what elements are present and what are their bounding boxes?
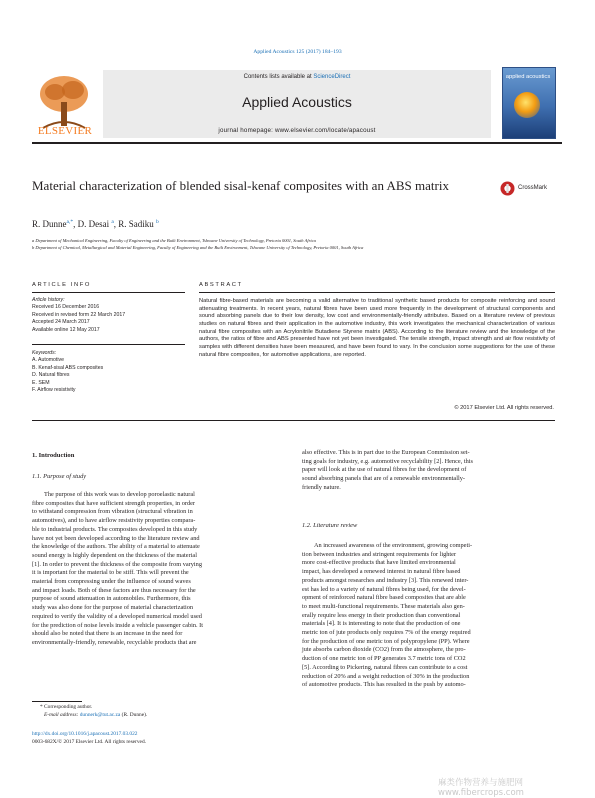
text-line: purpose of sound attenuation in automobiles. Furthermore, this — [32, 595, 191, 603]
crossmark-icon[interactable] — [500, 181, 515, 196]
journal-homepage[interactable]: journal homepage: www.elsevier.com/locate/apacoust — [218, 127, 376, 134]
abstract-copyright: © 2017 Elsevier Ltd. All rights reserved. — [454, 405, 554, 411]
abstract-heading: ABSTRACT — [199, 282, 243, 288]
text-line: tion between industries and stringent requirements for lighter — [302, 550, 457, 558]
email-label: E-mail address: — [44, 712, 80, 718]
text-line: automotives), and to have airflow resistivity properties compara- — [32, 517, 196, 525]
author-name[interactable]: D. Desai — [77, 219, 110, 229]
author-affiliation-mark[interactable]: a — [111, 219, 114, 225]
text-line: of automotive products. This has resulted in the push by automo- — [302, 681, 466, 689]
author-affiliation-mark[interactable]: a,* — [66, 219, 74, 225]
text-line: fibre composites that have sufficient strength properties, in order — [32, 499, 196, 507]
site-watermark: 麻类作物营养与施肥网 www.fibercrops.com — [438, 778, 524, 798]
elsevier-wordmark: ELSEVIER — [37, 125, 93, 137]
subsection-heading-purpose: 1.1. Purpose of study — [32, 473, 87, 480]
history-accepted: Accepted 24 March 2017 — [32, 319, 90, 326]
text-line: opment of reinforced natural fibre based composites that are able — [302, 594, 466, 602]
section-heading-introduction: 1. Introduction — [32, 452, 75, 459]
email-link[interactable]: dunnerk@tut.ac.za — [79, 712, 121, 718]
text-line: reduction of 20% and a weight reduction of 30% in the production — [302, 672, 470, 680]
text-line: An increased awareness of the environment, growing competi- — [314, 542, 473, 549]
sciencedirect-link[interactable]: ScienceDirect — [313, 74, 351, 80]
history-received: Received 16 December 2016 — [32, 304, 100, 311]
text-line: and impact loads. Both of these factors are thus necessary for the — [32, 586, 196, 594]
article-history — [32, 297, 125, 334]
email-note — [44, 712, 147, 719]
history-label: Article history: — [32, 297, 65, 303]
contents-line — [103, 74, 491, 80]
text-line: ting goals for industry, e.g. automotive recyclability [2]. Hence, this — [302, 457, 473, 465]
text-line: duction of one metric ton of PP generates 3.7 metric tons of CO2 — [302, 655, 466, 663]
abstract-rule — [199, 292, 555, 293]
intro-paragraph — [32, 491, 284, 648]
elsevier-tree-logo — [33, 72, 95, 132]
article-info-rule — [32, 292, 185, 293]
text-line: it is important for the material to be stiff. This will prevent the — [32, 569, 189, 577]
text-line: ble to industrial products. The composites developed in this study — [32, 525, 198, 533]
crossmark-label[interactable]: CrossMark — [518, 185, 548, 191]
cover-graphic — [514, 92, 540, 118]
affiliation-b: b Department of Chemical, Metallurgical and Material Engineering, Faculty of Engineering and the Built Environment, Tshwane University of Technology, Pretoria 0001, South Africa — [32, 245, 364, 250]
literature-paragraph — [302, 542, 554, 690]
keyword: B. Kenaf-sisal ABS composites — [32, 364, 104, 371]
text-line: to withstand compression from vibration (structural vibration in — [32, 508, 193, 516]
author-name[interactable]: R. Dunne — [32, 219, 67, 229]
abstract-bottom-rule — [32, 420, 555, 421]
header-rule — [32, 142, 562, 144]
text-line: [1]. In order to prevent the thickness of the composite from varying — [32, 560, 202, 568]
text-line: friendly nature. — [302, 483, 341, 491]
issn-line: 0003-682X/© 2017 Elsevier Ltd. All rights reserved. — [32, 739, 146, 745]
article-info-heading: ARTICLE INFO — [32, 282, 92, 288]
text-line: paper will look at the use of natural fibres for the development of — [302, 466, 467, 474]
contents-prefix: Contents lists available at — [243, 74, 314, 80]
text-line: sound energy is highly dependent on the thickness of the material — [32, 551, 197, 559]
keywords — [32, 350, 103, 394]
history-rule — [32, 344, 185, 345]
text-line: to meet multi-functional requirements. These materials also gen- — [302, 602, 465, 610]
text-line: also effective. This is in part due to the European Commission set- — [302, 449, 470, 456]
affiliation-a: a Department of Mechanical Engineering, Faculty of Engineering and the Built Environment, Tshwane University of Technology, Pretoria 0001, South Africa — [32, 238, 316, 243]
text-line: study was also done for the purpose of material characterization — [32, 604, 194, 612]
keyword: F. Airflow resistivity — [32, 387, 76, 394]
text-line: the knowledge of the authors. The ability of a material to attenuate — [32, 543, 200, 551]
article-title: Material characterization of blended sisal-kenaf composites with an ABS matrix — [32, 178, 449, 193]
abstract-text: Natural fibre-based materials are becoming a valid alternative to traditional synthetic based products for composite reinforcing and sound attenuating treatments. In recent years, natural fibres have been used more frequently in the development of structural components and sound absorbing panels due to their low density, low cost and environmentally-friendly attributes. Based on a literature review of previous studies on natural fibres and their application in the automotive industry, this work investigates the mechanical characterization of various natural fibre composites with an Acrylonitrile Butadiene Styrene matrix (ABS). According to the literature review and the knowledge of the authors, the ratios of fibre and ABS presented have not yet been investigated. The tensile strength, impact strength and air flow resistivity of samples with different densities have been measured, and have been found to vary. In the conclusion some suggestions for the use of these natural fibre composites, for automotive applications, are reported. — [199, 298, 555, 358]
doi-link[interactable]: http://dx.doi.org/10.1016/j.apacoust.2017.03.022 — [32, 731, 138, 737]
text-line: sound absorbing panels that are of a renewable environmentally- — [302, 475, 465, 483]
author-list: R. Dunne$^{a,*}$, D. Desai $^a$, R. Sadiku $^b$ — [32, 219, 159, 229]
history-revised: Received in revised form 22 March 2017 — [32, 311, 126, 318]
email-suffix: (R. Dunne). — [120, 712, 148, 718]
text-line: impact, has developed a renewed interest in natural fibre based — [302, 568, 461, 576]
text-line: required to verify the validity of a developed numerical model used — [32, 612, 202, 620]
text-line: materials [4]. It is interesting to note that the production of one — [302, 620, 461, 628]
history-online: Available online 12 May 2017 — [32, 326, 100, 333]
text-line: The purpose of this work was to develop poroelastic natural — [44, 491, 195, 498]
keyword: E. SEM — [32, 379, 50, 386]
text-line: have not yet been developed according to the literature review and — [32, 534, 200, 542]
text-line: jute absorbs carbon dioxide (CO2) from the atmosphere, the pro- — [302, 646, 466, 654]
journal-reference[interactable]: Applied Acoustics 125 (2017) 184–193 — [253, 49, 342, 55]
footnote-rule — [32, 701, 82, 702]
keyword: D. Natural fibres — [32, 372, 70, 379]
keyword: A. Automotive — [32, 357, 65, 364]
text-line: environmentally-friendly, renewable, recyclable products that are — [32, 638, 197, 646]
text-line: erally require less energy in their production than conventional — [302, 611, 461, 619]
continued-paragraph — [302, 449, 554, 493]
author-affiliation-mark[interactable]: b — [156, 219, 159, 225]
journal-title: Applied Acoustics — [242, 94, 352, 110]
keywords-label: Keywords: — [32, 350, 57, 356]
cover-title: applied acoustics — [505, 74, 551, 80]
text-line: est has led to a variety of natural fibres being used, for the devel- — [302, 585, 466, 593]
text-line: for the production of one metric ton of polypropylene (PP). Where — [302, 637, 470, 645]
text-line: metric ton of jute products only requires 7% of the energy required — [302, 629, 471, 637]
text-line: [5]. According to Pickering, natural fibres can contribute to a cost — [302, 663, 468, 671]
text-line: products amongst researches and industry [3]. This renewed inter- — [302, 576, 469, 584]
text-line: more cost-effective products that have limited environmental — [302, 559, 456, 567]
subsection-heading-literature: 1.2. Literature review — [302, 522, 358, 529]
text-line: material from compressing under the influence of sound waves — [32, 578, 191, 586]
text-line: for the prediction of noise levels inside a vehicle passenger cabin. It — [32, 621, 204, 629]
text-line: should also be noted that there is an increase in the need for — [32, 630, 183, 638]
author-name[interactable]: R. Sadiku — [118, 219, 154, 229]
corresponding-author-note: * Corresponding author. — [40, 704, 93, 710]
